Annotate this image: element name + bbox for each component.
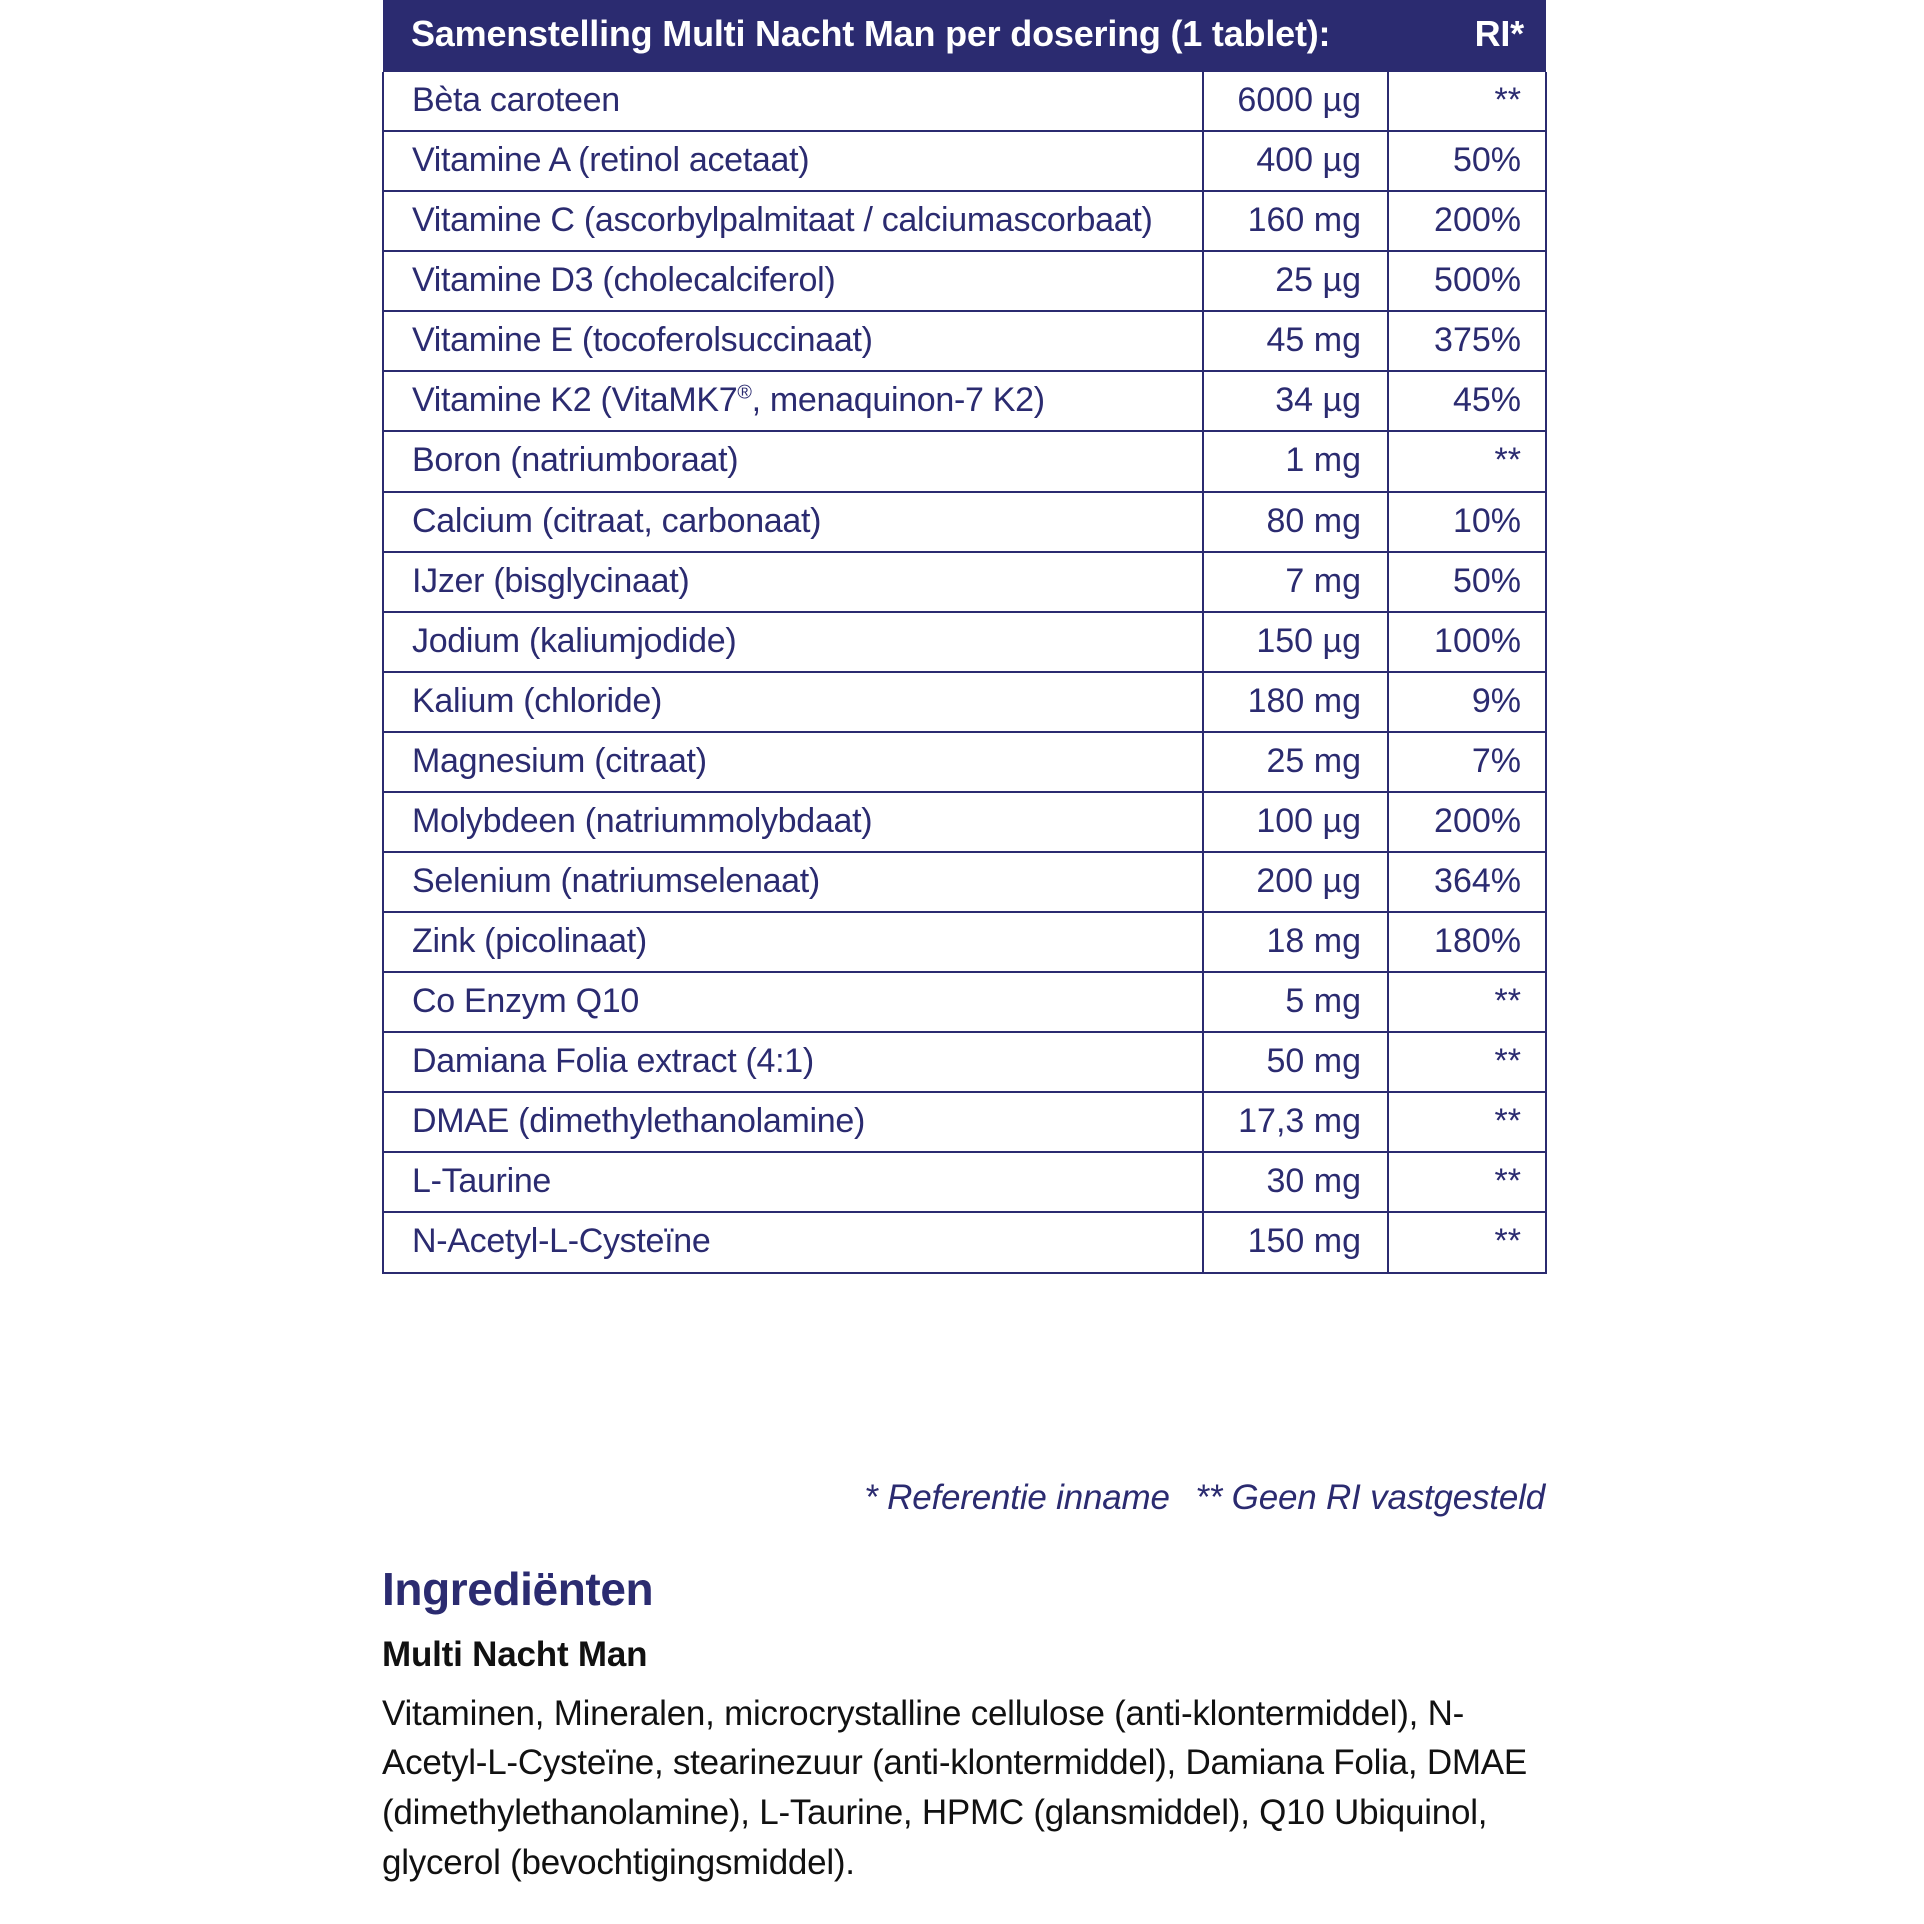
table-row [383,251,1546,311]
ingredient-name-cell: N-Acetyl-L-Cysteïne [383,1212,1203,1272]
table-title-header: Samenstelling Multi Nacht Man per dosering (1 tablet): [411,13,1331,54]
product-name-label: Multi Nacht Man [382,1635,648,1674]
ingredient-name-cell: Vitamine A (retinol acetaat) [383,131,1203,191]
ingredient-ri-cell: 364% [1388,852,1546,912]
ingredient-name-cell: Boron (natriumboraat) [383,431,1203,491]
ingredient-amount-cell: 160 mg [1203,191,1388,251]
ingredient-amount-cell: 180 mg [1203,672,1388,732]
ingredient-ri-cell: 200% [1388,191,1546,251]
table-row [383,131,1546,191]
nutrition-facts-table [382,0,1547,1274]
registered-trademark-icon: ® [737,382,752,405]
table-row [383,371,1546,431]
ingredient-name-cell: DMAE (dimethylethanolamine) [383,1092,1203,1152]
table-row [383,732,1546,792]
ingredient-amount-cell: 200 µg [1203,852,1388,912]
ingredient-amount-cell: 25 µg [1203,251,1388,311]
ingredient-name-cell: Co Enzym Q10 [383,972,1203,1032]
ri-column-header: RI* [1474,13,1524,54]
ingredient-ri-cell: 50% [1388,552,1546,612]
table-row [383,672,1546,732]
ingredient-amount-cell: 34 µg [1203,371,1388,431]
table-row [383,431,1546,491]
ingredient-amount-cell: 7 mg [1203,552,1388,612]
table-row [383,492,1546,552]
table-row [383,972,1546,1032]
ingredient-ri-cell: 9% [1388,672,1546,732]
ingredient-name-cell: Magnesium (citraat) [383,732,1203,792]
table-row [383,1212,1546,1272]
table-header-row [383,0,1546,72]
ingredient-ri-cell: 100% [1388,612,1546,672]
table-header [383,0,1546,72]
table-row [383,792,1546,852]
footnote-reference-intake: * Referentie inname [864,1478,1170,1517]
ingredient-name-cell: Jodium (kaliumjodide) [383,612,1203,672]
footnote-no-ri: ** Geen RI vastgesteld [1195,1478,1545,1517]
table-row [383,1092,1546,1152]
ingredient-ri-cell: 200% [1388,792,1546,852]
ingredient-amount-cell: 17,3 mg [1203,1092,1388,1152]
ingredient-name-cell: IJzer (bisglycinaat) [383,552,1203,612]
ingredient-ri-cell: 180% [1388,912,1546,972]
ingredient-amount-cell: 6000 µg [1203,72,1388,131]
ingredients-list-text: Vitaminen, Mineralen, microcrystalline cellulose (anti-klontermiddel), N-Acetyl-L-Cysteïne, stearinezuur (anti-klontermiddel), Damiana Folia, DMAE (dimethylethanolamine), L-Taurine, HPMC (glansmiddel), Q10 Ubiquinol, glycerol (bevochtigingsmiddel). [382,1693,1527,1882]
ingredient-name-cell: Kalium (chloride) [383,672,1203,732]
ingredient-amount-cell: 1 mg [1203,431,1388,491]
ingredient-ri-cell: ** [1388,1152,1546,1212]
ingredient-amount-cell: 30 mg [1203,1152,1388,1212]
ingredient-ri-cell: ** [1388,1092,1546,1152]
table-body [383,72,1546,1273]
ingredient-amount-cell: 150 mg [1203,1212,1388,1272]
table-row [383,912,1546,972]
ingredient-ri-cell: 500% [1388,251,1546,311]
ingredient-amount-cell: 50 mg [1203,1032,1388,1092]
table-row [383,1032,1546,1092]
ingredient-amount-cell: 150 µg [1203,612,1388,672]
ingredient-name-cell: L-Taurine [383,1152,1203,1212]
ingredient-amount-cell: 400 µg [1203,131,1388,191]
ingredient-name-cell: Calcium (citraat, carbonaat) [383,492,1203,552]
ingredient-name-cell: Zink (picolinaat) [383,912,1203,972]
ingredient-ri-cell: ** [1388,431,1546,491]
ingredients-heading: Ingrediënten [382,1563,654,1615]
ingredient-name-cell: Vitamine E (tocoferolsuccinaat) [383,311,1203,371]
ingredient-amount-cell: 100 µg [1203,792,1388,852]
ingredient-ri-cell: 375% [1388,311,1546,371]
ingredient-ri-cell: 45% [1388,371,1546,431]
ingredient-ri-cell: ** [1388,1212,1546,1272]
ingredient-name-cell: Bèta caroteen [383,72,1203,131]
ingredient-amount-cell: 45 mg [1203,311,1388,371]
table-row [383,72,1546,131]
ingredient-amount-cell: 80 mg [1203,492,1388,552]
ingredient-name-cell: Vitamine D3 (cholecalciferol) [383,251,1203,311]
ingredient-ri-cell: 50% [1388,131,1546,191]
table-row [383,1152,1546,1212]
nutrition-table-container [382,0,1545,1274]
ingredients-section [382,1563,1562,1887]
ingredient-amount-cell: 18 mg [1203,912,1388,972]
ingredient-ri-cell: ** [1388,972,1546,1032]
ingredient-ri-cell: ** [1388,72,1546,131]
ingredient-ri-cell: ** [1388,1032,1546,1092]
footnote-line [382,1478,1545,1518]
table-row [383,191,1546,251]
ingredient-name-cell: Damiana Folia extract (4:1) [383,1032,1203,1092]
table-row [383,311,1546,371]
table-row [383,552,1546,612]
ingredient-name-cell: Vitamine K2 (VitaMK7®, menaquinon-7 K2) [383,371,1203,431]
table-row [383,852,1546,912]
ingredient-ri-cell: 10% [1388,492,1546,552]
ingredient-ri-cell: 7% [1388,732,1546,792]
ingredient-amount-cell: 5 mg [1203,972,1388,1032]
ingredient-name-cell: Selenium (natriumselenaat) [383,852,1203,912]
ingredient-name-cell: Molybdeen (natriummolybdaat) [383,792,1203,852]
ingredient-amount-cell: 25 mg [1203,732,1388,792]
table-row [383,612,1546,672]
ingredient-name-cell: Vitamine C (ascorbylpalmitaat / calciumascorbaat) [383,191,1203,251]
